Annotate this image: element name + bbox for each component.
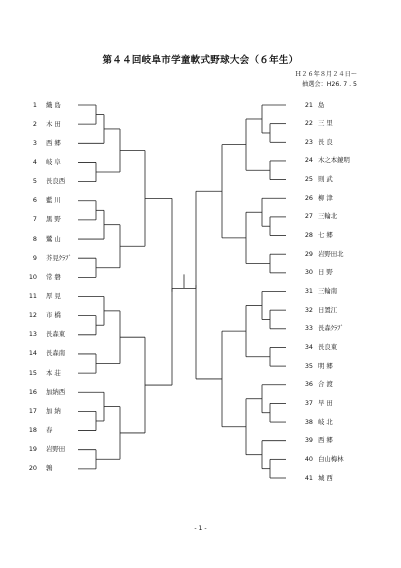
team-name: 岩野田北 <box>318 249 344 258</box>
team-name: 島 <box>318 100 325 109</box>
date-line: Ｈ２６年８月２４日～ <box>295 71 357 78</box>
team-name: 西 郷 <box>318 436 333 445</box>
page-number: - 1 - <box>194 525 207 532</box>
team-name: 加納西 <box>46 387 66 396</box>
team-name: 常 磐 <box>46 272 61 281</box>
team-number: 5 <box>32 177 37 186</box>
team-number: 34 <box>304 342 313 351</box>
team-name: 明 郷 <box>318 361 333 370</box>
team-number: 17 <box>28 406 37 415</box>
team-number: 6 <box>32 196 37 205</box>
team-number: 24 <box>304 156 313 165</box>
team-name: 加 納 <box>46 406 61 415</box>
team-number: 13 <box>28 330 37 339</box>
team-name: 本 荘 <box>46 368 61 377</box>
team-number: 33 <box>304 324 313 333</box>
team-number: 28 <box>304 231 313 240</box>
team-name: 合 渡 <box>318 380 333 389</box>
team-name: 城 西 <box>318 473 333 482</box>
team-number: 3 <box>32 138 37 147</box>
team-number: 18 <box>28 426 37 435</box>
team-number: 21 <box>304 100 313 109</box>
team-number: 31 <box>304 287 313 295</box>
team-number: 1 <box>32 100 37 109</box>
team-name: 春 <box>46 426 53 435</box>
team-name: 木 田 <box>46 119 61 128</box>
team-number: 10 <box>28 272 37 281</box>
team-number: 22 <box>304 119 313 128</box>
team-name: 三 里 <box>318 119 333 128</box>
team-name: 市 橋 <box>46 311 61 320</box>
team-name: 長森南 <box>46 349 66 358</box>
team-name: 日置江 <box>318 305 338 314</box>
team-name: 黒 野 <box>46 215 61 224</box>
team-name: 藍 川 <box>46 196 61 205</box>
team-number: 11 <box>28 292 37 300</box>
team-number: 8 <box>32 234 37 243</box>
team-name: 鷺 山 <box>46 234 61 243</box>
team-name: 長良西 <box>46 177 66 186</box>
team-number: 29 <box>304 249 313 258</box>
team-number: 25 <box>304 175 313 184</box>
team-number: 12 <box>28 311 37 320</box>
team-name: 木之本鏡明 <box>318 156 350 165</box>
team-number: 16 <box>28 387 37 396</box>
team-number: 19 <box>28 445 37 454</box>
team-number: 32 <box>304 305 313 314</box>
team-number: 20 <box>28 464 37 473</box>
team-name: 芥見ｸﾗﾌﾞ <box>46 253 72 262</box>
team-number: 7 <box>32 215 37 224</box>
team-name: 三輪北 <box>318 212 338 221</box>
team-name: 日 野 <box>318 268 333 277</box>
team-number: 38 <box>304 417 313 426</box>
team-number: 27 <box>304 212 313 221</box>
team-name: 長 良 <box>318 137 333 146</box>
team-name: 早 田 <box>318 398 333 407</box>
team-name: 鶉 <box>46 464 53 473</box>
team-number: 41 <box>304 473 313 482</box>
team-name: 三輪南 <box>318 287 338 295</box>
team-name: 岐 北 <box>318 417 333 426</box>
team-number: 39 <box>304 436 313 445</box>
team-number: 9 <box>32 253 37 262</box>
team-name: 則 武 <box>318 175 333 184</box>
team-name: 岩野田 <box>46 445 66 454</box>
team-name: 長良東 <box>318 342 338 351</box>
team-number: 15 <box>28 368 37 377</box>
team-name: 白山梅林 <box>318 454 344 463</box>
team-number: 14 <box>28 349 37 358</box>
team-number: 35 <box>304 361 313 370</box>
team-name: 岐 阜 <box>46 157 61 166</box>
team-number: 23 <box>304 137 313 146</box>
team-number: 26 <box>304 193 313 202</box>
team-number: 2 <box>32 119 37 128</box>
team-number: 4 <box>32 157 37 166</box>
team-name: 七 郷 <box>318 231 333 240</box>
draw-line: 抽選会：H26. 7 . 5 <box>302 81 357 88</box>
team-number: 40 <box>304 454 313 463</box>
team-name: 西 郷 <box>46 138 61 147</box>
team-name: 厚 見 <box>46 292 61 300</box>
team-number: 37 <box>304 398 313 407</box>
team-name: 柳 津 <box>318 193 333 202</box>
page-title: 第４４回岐阜市学童軟式野球大会（６年生） <box>102 55 299 66</box>
team-number: 30 <box>304 268 313 277</box>
team-name: 長森東 <box>46 330 66 339</box>
team-name: 織 島 <box>46 100 61 109</box>
team-number: 36 <box>304 380 313 389</box>
team-name: 長森ｸﾗﾌﾞ <box>318 324 344 333</box>
